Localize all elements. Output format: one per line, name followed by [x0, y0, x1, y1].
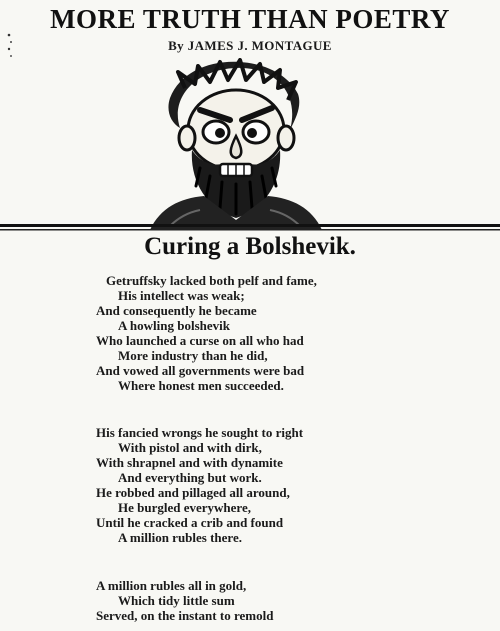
- poem-line: He robbed and pillaged all around,: [96, 485, 290, 500]
- poem-title: Curing a Bolshevik.: [144, 233, 356, 260]
- poem-line: A howling bolshevik: [118, 318, 230, 333]
- poem-line: Until he cracked a crib and found: [96, 515, 284, 530]
- poem-line: And vowed all governments were bad: [96, 363, 305, 378]
- poem-line: Where honest men succeeded.: [118, 378, 284, 393]
- poem-line: A million rubles there.: [118, 530, 242, 545]
- poem-line: And consequently he became: [96, 303, 257, 318]
- bearded-man-caricature-icon: [140, 58, 330, 230]
- poem-stanza-1: [96, 273, 496, 393]
- poem-line: He burgled everywhere,: [118, 500, 251, 515]
- poem-line: Served, on the instant to remold: [96, 608, 274, 623]
- poem-line: With pistol and with dirk,: [118, 440, 262, 455]
- section-divider-rule: [0, 224, 500, 232]
- poem-line: Who launched a curse on all who had: [96, 333, 304, 348]
- poem-line: With shrapnel and with dynamite: [96, 455, 283, 470]
- poem-stanza-2: [96, 425, 496, 545]
- poem-line: More industry than he did,: [118, 348, 268, 363]
- poem-stanza-3: [96, 578, 496, 623]
- poem-line: His fancied wrongs he sought to right: [96, 425, 304, 440]
- poem-line: Which tidy little sum: [118, 593, 235, 608]
- column-title: MORE TRUTH THAN POETRY: [50, 4, 450, 34]
- print-speck-mark: [6, 32, 14, 60]
- poem-line: Getruffsky lacked both pelf and fame,: [106, 273, 317, 288]
- poem-line: And everything but work.: [118, 470, 262, 485]
- poem-line: His intellect was weak;: [118, 288, 245, 303]
- poem-line: A million rubles all in gold,: [96, 578, 247, 593]
- column-byline: By JAMES J. MONTAGUE: [168, 38, 332, 53]
